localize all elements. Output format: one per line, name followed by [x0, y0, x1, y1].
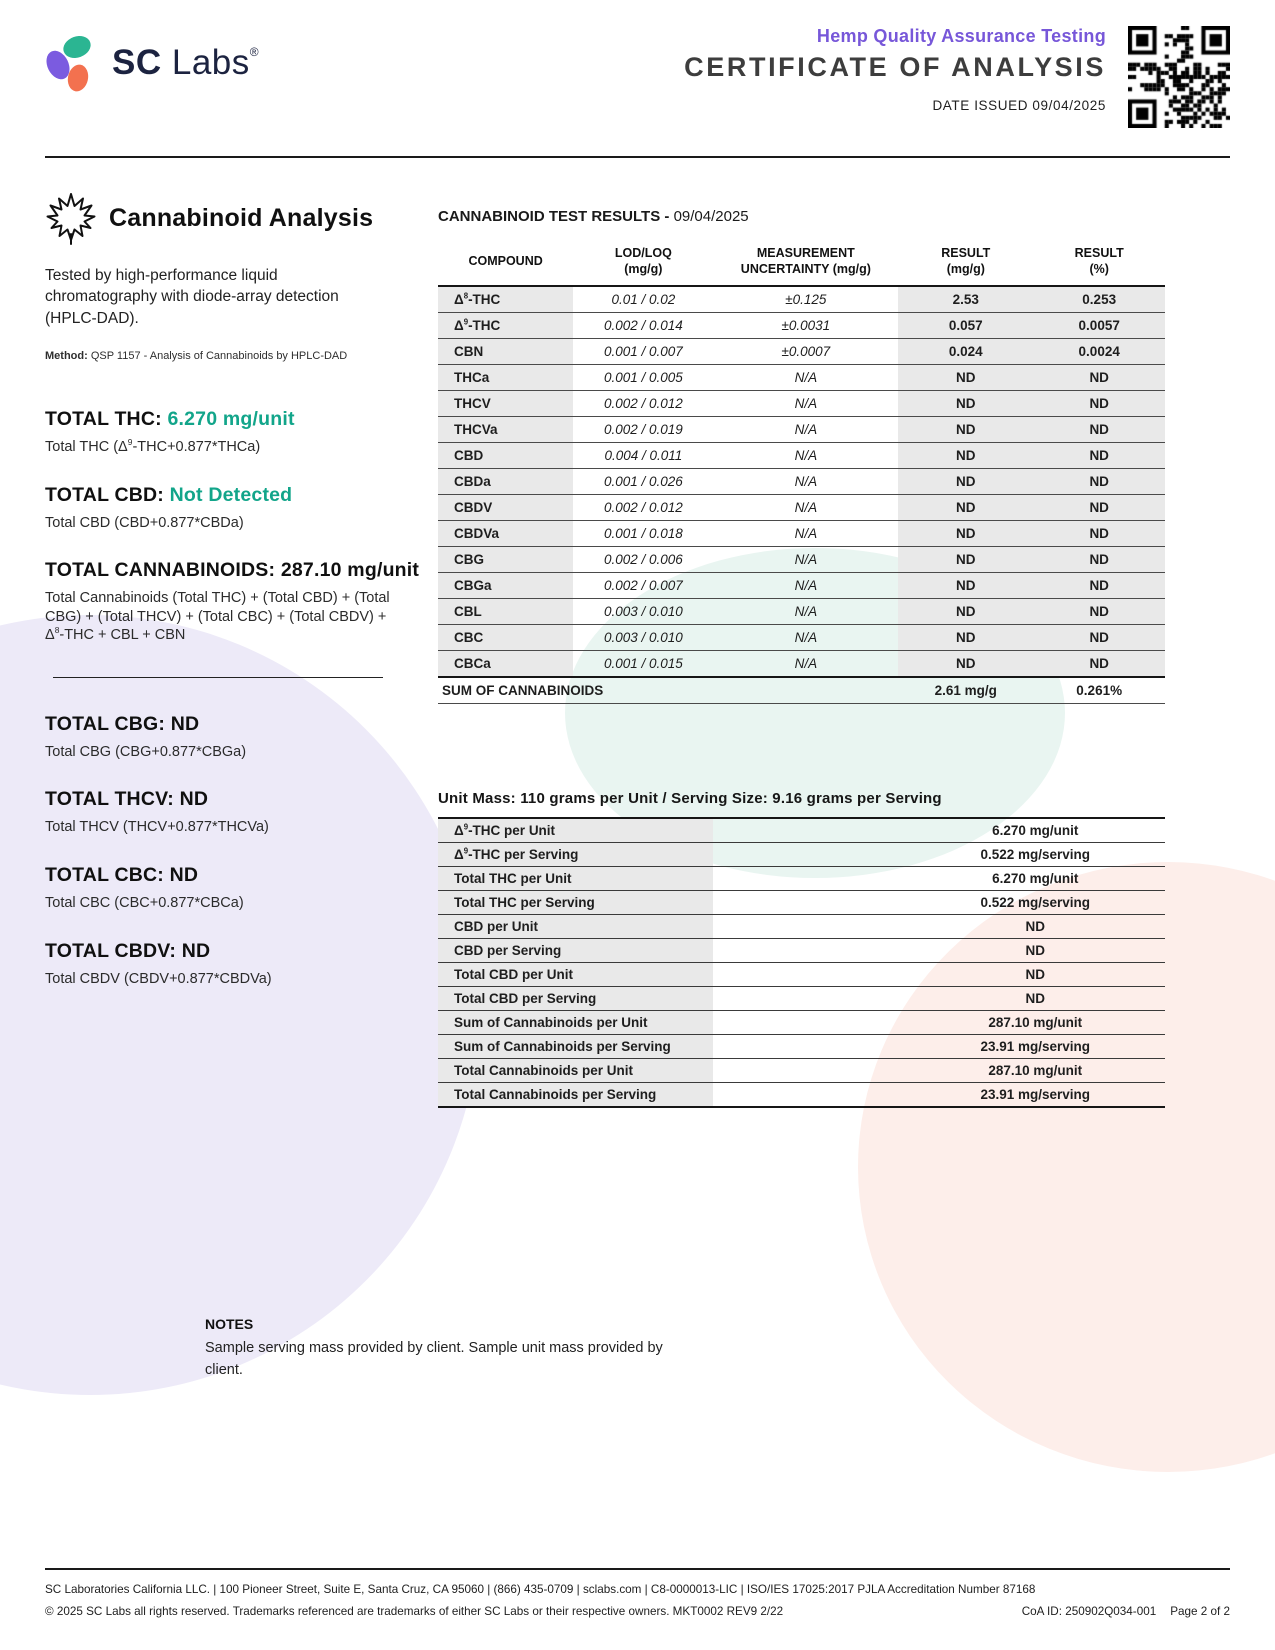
header-divider [45, 156, 1230, 158]
totals-secondary [45, 713, 437, 988]
total-summary-block [45, 484, 437, 533]
result-mg-cell: ND [898, 599, 1033, 625]
uncertainty-cell: N/A [714, 599, 899, 625]
compound-cell: CBDV [438, 495, 573, 521]
result-mg-cell: ND [898, 469, 1033, 495]
total-value: ND [181, 939, 211, 962]
results-row [438, 365, 1165, 391]
results-row [438, 313, 1165, 339]
total-label: TOTAL CANNABINOIDS: [45, 559, 276, 582]
column-header-lod-loq: LOD/LOQ (mg/g) [573, 240, 713, 286]
total-summary-block [45, 864, 437, 913]
uncertainty-cell: ±0.0031 [714, 313, 899, 339]
total-value: Not Detected [169, 483, 293, 506]
unit-label-cell: CBD per Serving [438, 939, 713, 963]
compound-cell: CBD [438, 443, 573, 469]
sum-label: SUM OF CANNABINOIDS [438, 677, 898, 704]
column-header-compound: COMPOUND [438, 240, 573, 286]
result-pct-cell: ND [1033, 521, 1165, 547]
lod-loq-cell: 0.001 / 0.015 [573, 651, 713, 678]
results-row [438, 625, 1165, 651]
footer-lab-info: SC Laboratories California LLC. | 100 Pioneer Street, Suite E, Santa Cruz, CA 95060 | (866) 435-0709 | sclabs.com | C8-0000013-LIC | ISO/IES 17025:2017 PJLA Accreditation Number 87168 [45, 1583, 1036, 1596]
uncertainty-cell: N/A [714, 651, 899, 678]
unit-mass-row [438, 1035, 1165, 1059]
result-pct-cell: ND [1033, 391, 1165, 417]
lod-loq-cell: 0.002 / 0.012 [573, 391, 713, 417]
compound-cell: CBN [438, 339, 573, 365]
section-header [45, 190, 437, 246]
unit-value-cell: ND [905, 915, 1165, 939]
compound-cell: THCVa [438, 417, 573, 443]
uncertainty-cell: N/A [714, 625, 899, 651]
compound-cell: CBGa [438, 573, 573, 599]
compound-cell: CBDa [438, 469, 573, 495]
result-pct-cell: ND [1033, 547, 1165, 573]
footer [45, 1568, 1230, 1618]
certificate-title: CERTIFICATE OF ANALYSIS [684, 52, 1106, 82]
unit-value-cell: 6.270 mg/unit [905, 867, 1165, 891]
unit-spacer-cell [713, 939, 906, 963]
result-pct-cell: ND [1033, 417, 1165, 443]
total-label: TOTAL THC: [45, 408, 162, 431]
method-value: QSP 1157 - Analysis of Cannabinoids by HPLC-DAD [90, 350, 348, 363]
total-formula: Total CBC (CBC+0.877*CBCa) [45, 894, 244, 911]
unit-mass-row [438, 939, 1165, 963]
footer-divider [45, 1568, 1230, 1570]
total-summary-block [45, 788, 437, 837]
result-mg-cell: ND [898, 495, 1033, 521]
result-pct-cell: ND [1033, 365, 1165, 391]
results-row [438, 417, 1165, 443]
unit-label-cell: Total CBD per Unit [438, 963, 713, 987]
total-formula: Total CBD (CBD+0.877*CBDa) [45, 514, 244, 531]
result-mg-cell: ND [898, 391, 1033, 417]
results-row [438, 286, 1165, 313]
result-mg-cell: ND [898, 625, 1033, 651]
totals-primary [45, 408, 437, 645]
unit-mass-row [438, 1011, 1165, 1035]
sc-labs-logo-mark-icon [45, 34, 99, 92]
unit-value-cell: 23.91 mg/serving [905, 1035, 1165, 1059]
lod-loq-cell: 0.004 / 0.011 [573, 443, 713, 469]
uncertainty-cell: N/A [714, 365, 899, 391]
sc-labs-logo [45, 34, 259, 92]
result-pct-cell: ND [1033, 443, 1165, 469]
results-row [438, 339, 1165, 365]
unit-value-cell: 23.91 mg/serving [905, 1083, 1165, 1108]
result-mg-cell: 0.024 [898, 339, 1033, 365]
compound-cell: CBC [438, 625, 573, 651]
total-formula: Total CBG (CBG+0.877*CBGa) [45, 743, 247, 760]
footer-legal-line [45, 1605, 1230, 1618]
header [45, 26, 1230, 128]
lod-loq-cell: 0.002 / 0.014 [573, 313, 713, 339]
unit-mass-row [438, 867, 1165, 891]
unit-mass-row [438, 818, 1165, 843]
unit-mass-table [438, 817, 1165, 1108]
compound-cell: CBL [438, 599, 573, 625]
result-pct-cell: 0.0024 [1033, 339, 1165, 365]
unit-label-cell: $\Delta^9$-THC per Serving [438, 843, 713, 867]
unit-label-cell: CBD per Unit [438, 915, 713, 939]
unit-value-cell: 0.522 mg/serving [905, 843, 1165, 867]
section-title: Cannabinoid Analysis [109, 203, 374, 232]
total-value: 6.270 mg/unit [167, 408, 295, 431]
unit-label-cell: $\Delta^9$-THC per Unit [438, 818, 713, 843]
unit-value-cell: ND [905, 963, 1165, 987]
footer-copyright: © 2025 SC Labs all rights reserved. Trademarks referenced are trademarks of either SC Labs or their respective owners. MKT0002 REV9 2/22 [45, 1605, 784, 1618]
result-mg-cell: ND [898, 417, 1033, 443]
unit-spacer-cell [713, 891, 906, 915]
results-row [438, 495, 1165, 521]
unit-spacer-cell [713, 867, 906, 891]
total-label: TOTAL CBC: [45, 863, 164, 886]
total-summary-block [45, 713, 437, 762]
lod-loq-cell: 0.001 / 0.005 [573, 365, 713, 391]
program-title: Hemp Quality Assurance Testing [816, 26, 1106, 46]
result-mg-cell: ND [898, 443, 1033, 469]
result-pct-cell: ND [1033, 651, 1165, 678]
total-value: ND [179, 788, 209, 811]
unit-mass-row [438, 1059, 1165, 1083]
footer-coa-id: CoA ID: 250902Q034-001 [1021, 1605, 1157, 1618]
unit-spacer-cell [713, 843, 906, 867]
unit-mass-row [438, 915, 1165, 939]
lod-loq-cell: 0.003 / 0.010 [573, 625, 713, 651]
column-header-uncertainty: MEASUREMENT UNCERTAINTY (mg/g) [714, 240, 899, 286]
qr-code [1128, 26, 1230, 128]
result-mg-cell: ND [898, 547, 1033, 573]
unit-value-cell: 0.522 mg/serving [905, 891, 1165, 915]
results-row [438, 573, 1165, 599]
unit-label-cell: Sum of Cannabinoids per Unit [438, 1011, 713, 1035]
results-row [438, 443, 1165, 469]
result-pct-cell: ND [1033, 469, 1165, 495]
results-row [438, 521, 1165, 547]
unit-mass-heading: Unit Mass: 110 grams per Unit / Serving Size: 9.16 grams per Serving [438, 790, 942, 807]
compound-cell: THCV [438, 391, 573, 417]
compound-cell: CBG [438, 547, 573, 573]
results-header-row [438, 240, 1165, 286]
uncertainty-cell: N/A [714, 417, 899, 443]
unit-spacer-cell [713, 987, 906, 1011]
result-mg-cell: ND [898, 521, 1033, 547]
total-value: 287.10 mg/unit [280, 559, 420, 582]
unit-mass-row [438, 843, 1165, 867]
brand-name: SC Labs® [112, 43, 260, 82]
uncertainty-cell: N/A [714, 469, 899, 495]
unit-value-cell: 287.10 mg/unit [905, 1011, 1165, 1035]
total-value: ND [169, 863, 199, 886]
unit-spacer-cell [713, 1035, 906, 1059]
results-panel [438, 208, 1165, 1108]
lod-loq-cell: 0.002 / 0.012 [573, 495, 713, 521]
results-heading-date: 09/04/2025 [673, 208, 749, 225]
cannabinoid-results-table [438, 240, 1165, 704]
method-line [45, 350, 405, 362]
result-pct-cell: ND [1033, 495, 1165, 521]
unit-value-cell: 287.10 mg/unit [905, 1059, 1165, 1083]
compound-cell: CBDVa [438, 521, 573, 547]
unit-label-cell: Sum of Cannabinoids per Serving [438, 1035, 713, 1059]
total-line [45, 408, 437, 431]
uncertainty-cell: ±0.125 [714, 286, 899, 313]
uncertainty-cell: N/A [714, 521, 899, 547]
column-header-result-mg: RESULT (mg/g) [898, 240, 1033, 286]
lod-loq-cell: 0.003 / 0.010 [573, 599, 713, 625]
uncertainty-cell: N/A [714, 495, 899, 521]
result-mg-cell: ND [898, 573, 1033, 599]
results-row [438, 599, 1165, 625]
total-line [45, 940, 437, 963]
notes-section [205, 1316, 685, 1382]
cannabinoid-analysis-panel [45, 190, 437, 1015]
total-formula: Total THCV (THCV+0.877*THCVa) [45, 819, 269, 836]
unit-spacer-cell [713, 1059, 906, 1083]
unit-spacer-cell [713, 915, 906, 939]
column-header-result-pct: RESULT (%) [1033, 240, 1165, 286]
result-pct-cell: ND [1033, 599, 1165, 625]
lod-loq-cell: 0.002 / 0.007 [573, 573, 713, 599]
results-heading [438, 208, 1165, 225]
total-label: TOTAL THCV: [45, 788, 174, 811]
total-line [45, 864, 437, 887]
notes-title: NOTES [205, 1316, 254, 1332]
sum-result-mg: 2.61 mg/g [898, 677, 1033, 704]
unit-label-cell: Total THC per Serving [438, 891, 713, 915]
unit-label-cell: Total CBD per Serving [438, 987, 713, 1011]
date-issued: DATE ISSUED 09/04/2025 [932, 98, 1106, 113]
lod-loq-cell: 0.002 / 0.019 [573, 417, 713, 443]
total-value: ND [170, 712, 200, 735]
unit-mass-row [438, 987, 1165, 1011]
result-mg-cell: 2.53 [898, 286, 1033, 313]
unit-spacer-cell [713, 1011, 906, 1035]
lod-loq-cell: 0.01 / 0.02 [573, 286, 713, 313]
result-pct-cell: 0.253 [1033, 286, 1165, 313]
uncertainty-cell: N/A [714, 443, 899, 469]
unit-label-cell: Total Cannabinoids per Unit [438, 1059, 713, 1083]
total-summary-block [45, 940, 437, 989]
result-pct-cell: ND [1033, 625, 1165, 651]
uncertainty-cell: ±0.0007 [714, 339, 899, 365]
compound-cell: CBCa [438, 651, 573, 678]
total-label: TOTAL CBG: [45, 712, 166, 735]
total-line [45, 788, 437, 811]
unit-value-cell: ND [905, 987, 1165, 1011]
header-titles [684, 26, 1106, 113]
total-line [45, 559, 437, 582]
results-row [438, 547, 1165, 573]
method-label: Method: [45, 350, 88, 363]
totals-divider [53, 677, 383, 678]
unit-spacer-cell [713, 963, 906, 987]
unit-spacer-cell [713, 818, 906, 843]
notes-body: Sample serving mass provided by client. Sample unit mass provided by client. [205, 1340, 663, 1379]
total-summary-block [45, 559, 437, 645]
unit-mass-row [438, 1083, 1165, 1108]
lod-loq-cell: 0.001 / 0.007 [573, 339, 713, 365]
total-line [45, 713, 437, 736]
sum-of-cannabinoids-row [438, 677, 1165, 704]
compound-cell: $\Delta^8$-THC [438, 286, 573, 313]
results-heading-title: CANNABINOID TEST RESULTS - [438, 208, 674, 225]
total-formula: Total THC $(\Delta^9-THC+0.877*THCa)$ [45, 437, 261, 456]
total-label: TOTAL CBDV: [45, 939, 177, 962]
cannabis-leaf-icon [45, 190, 97, 246]
unit-value-cell: ND [905, 939, 1165, 963]
total-formula: Total Cannabinoids (Total THC) + (Total CBD) + (Total CBG) + (Total THCV) + (Total CBC) + (Total CBDV) + $\Delta^8$-THC + CBL + CBN [45, 590, 390, 644]
results-row [438, 651, 1165, 678]
result-mg-cell: 0.057 [898, 313, 1033, 339]
unit-label-cell: Total Cannabinoids per Serving [438, 1083, 713, 1108]
total-formula: Total CBDV (CBDV+0.877*CBDVa) [45, 970, 272, 987]
footer-page-number: Page 2 of 2 [1170, 1605, 1230, 1618]
result-mg-cell: ND [898, 365, 1033, 391]
result-mg-cell: ND [898, 651, 1033, 678]
results-row [438, 391, 1165, 417]
unit-label-cell: Total THC per Unit [438, 867, 713, 891]
method-description: Tested by high-performance liquid chromatography with diode-array detection (HPLC-DAD). [45, 267, 339, 327]
total-line [45, 484, 437, 507]
compound-cell: THCa [438, 365, 573, 391]
total-label: TOTAL CBD: [45, 483, 164, 506]
uncertainty-cell: N/A [714, 391, 899, 417]
result-pct-cell: 0.0057 [1033, 313, 1165, 339]
unit-mass-row [438, 891, 1165, 915]
lod-loq-cell: 0.001 / 0.018 [573, 521, 713, 547]
unit-mass-row [438, 963, 1165, 987]
results-row [438, 469, 1165, 495]
lod-loq-cell: 0.001 / 0.026 [573, 469, 713, 495]
uncertainty-cell: N/A [714, 573, 899, 599]
lod-loq-cell: 0.002 / 0.006 [573, 547, 713, 573]
sum-result-pct: 0.261% [1033, 677, 1165, 704]
unit-value-cell: 6.270 mg/unit [905, 818, 1165, 843]
compound-cell: $\Delta^9$-THC [438, 313, 573, 339]
unit-spacer-cell [713, 1083, 906, 1108]
total-summary-block [45, 408, 437, 457]
result-pct-cell: ND [1033, 573, 1165, 599]
uncertainty-cell: N/A [714, 547, 899, 573]
